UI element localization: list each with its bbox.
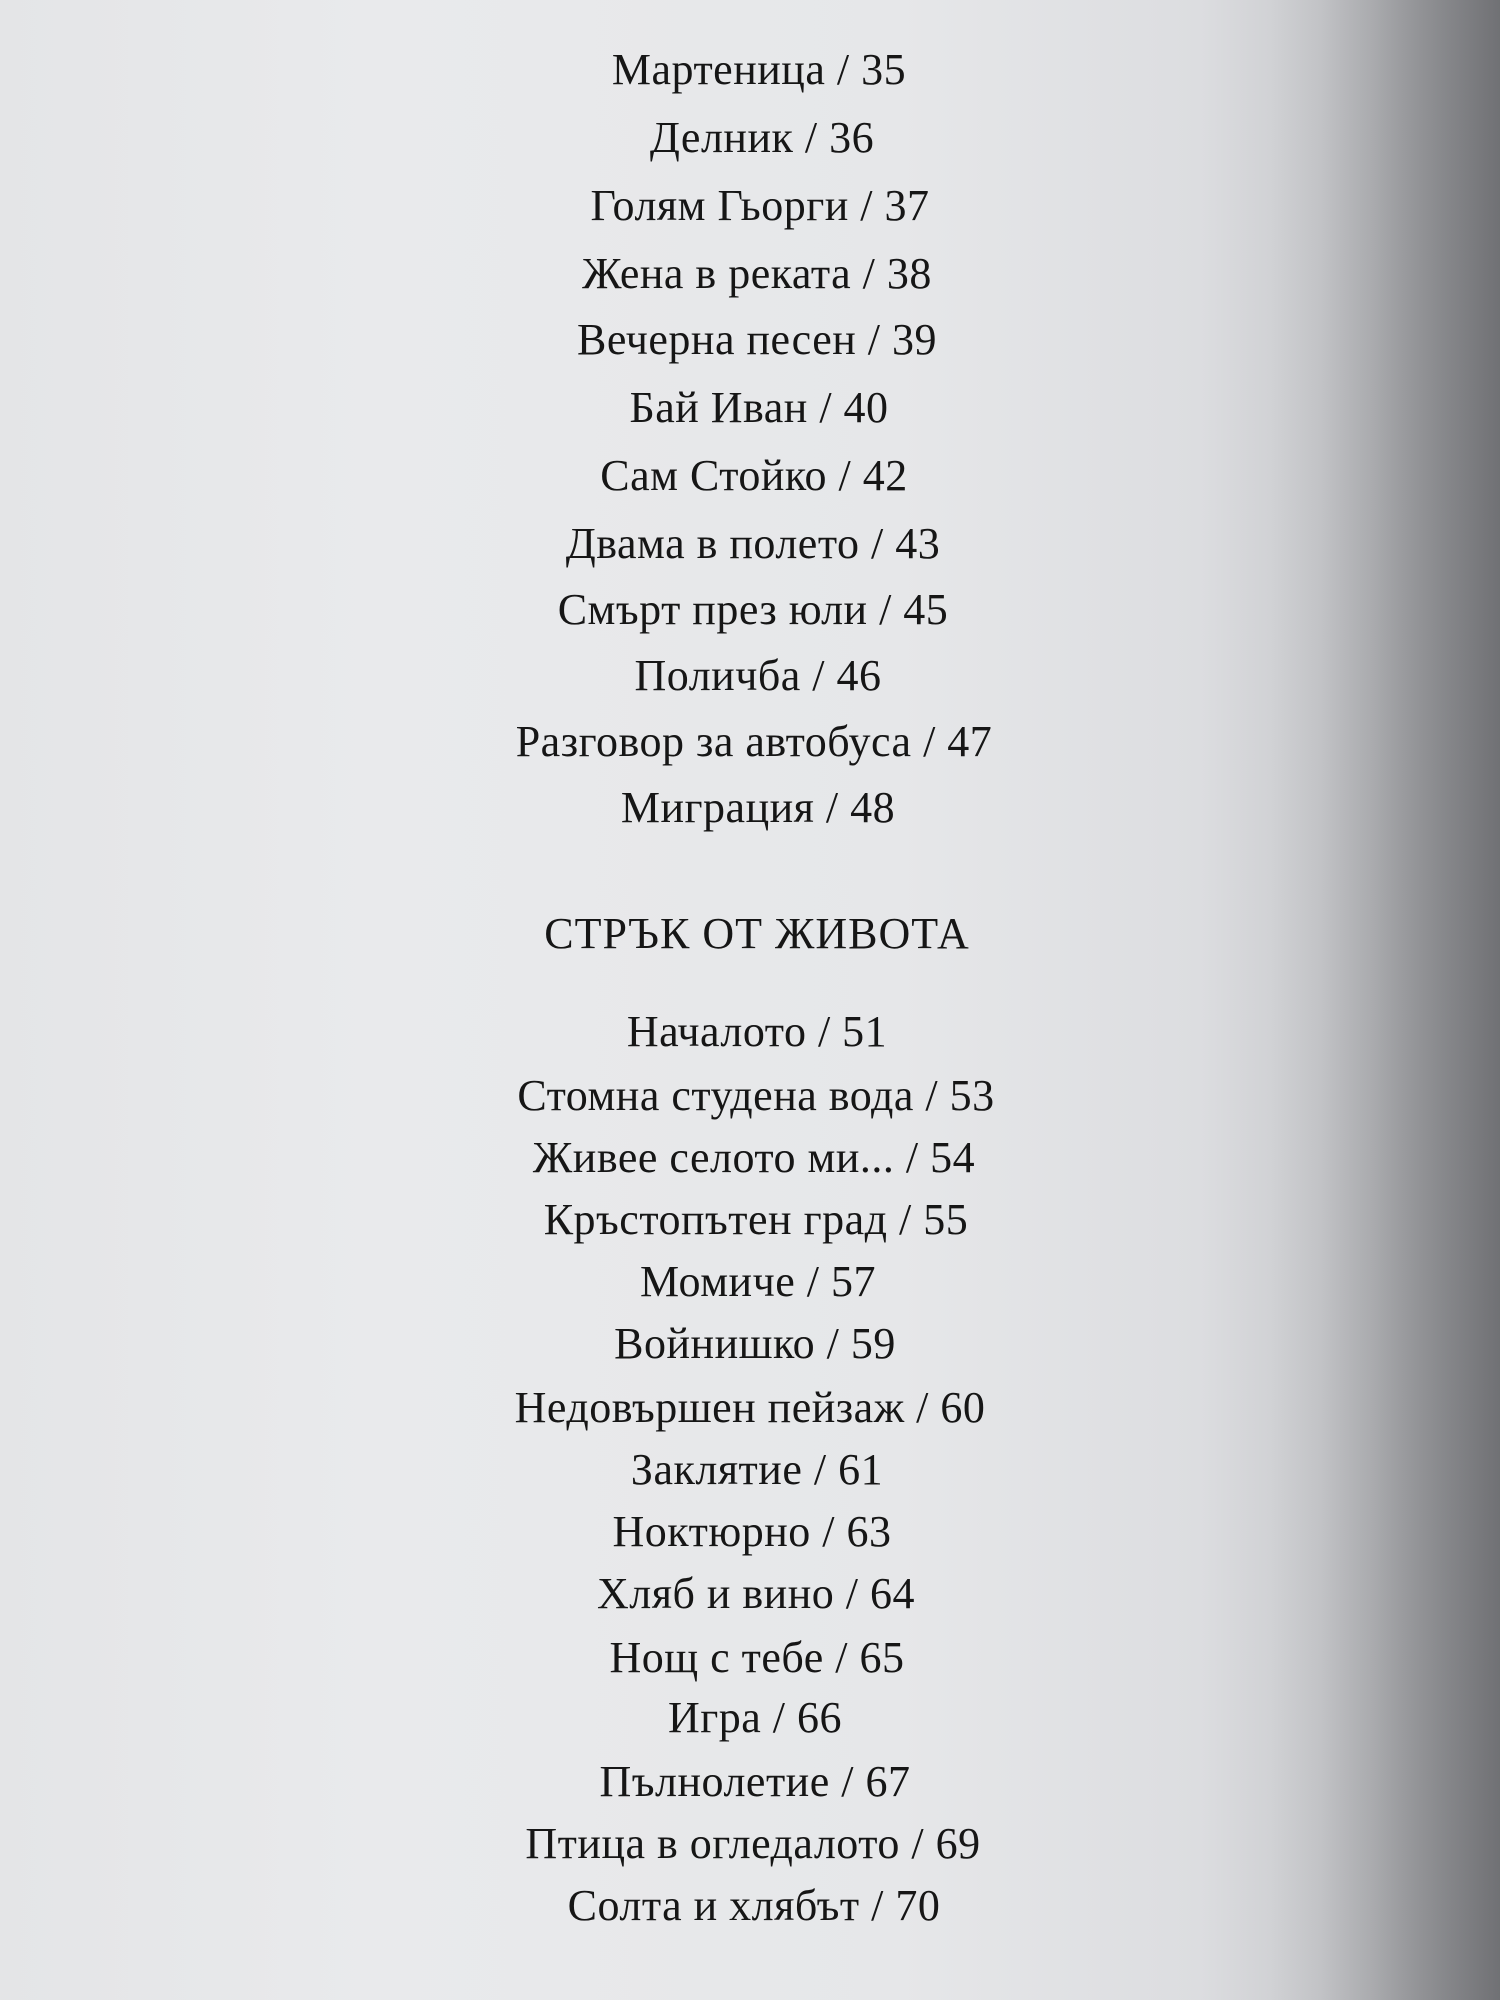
toc-entry-text: Делник / 36 [649, 113, 875, 162]
toc-entry [0, 1318, 1500, 1370]
toc-entry [0, 518, 1500, 570]
toc-entry-text: Пълнолетие / 67 [599, 1757, 911, 1806]
toc-entry [0, 314, 1500, 366]
toc-entry [0, 1506, 1500, 1558]
toc-entry [0, 248, 1500, 300]
toc-entry-text: Жена в реката / 38 [582, 249, 932, 298]
toc-entry [0, 1070, 1500, 1122]
toc-entry [0, 1194, 1500, 1246]
toc-entry [0, 1382, 1500, 1434]
toc-entry [0, 1632, 1500, 1684]
toc-entry [0, 382, 1500, 434]
toc-entry-text: Бай Иван / 40 [629, 383, 889, 432]
toc-entry [0, 782, 1500, 834]
toc-entry [0, 1568, 1500, 1620]
toc-entry [0, 716, 1500, 768]
toc-entry-text: Стомна студена вода / 53 [517, 1071, 995, 1120]
toc-entry-text: Войнишко / 59 [614, 1319, 896, 1368]
section-heading-text: СТРЪК ОТ ЖИВОТА [544, 909, 970, 958]
toc-entry-text: Голям Гьорги / 37 [590, 181, 930, 230]
toc-entry [0, 1756, 1500, 1808]
toc-entry [0, 650, 1500, 702]
toc-entry [0, 1818, 1500, 1870]
toc-entry-text: Ноктюрно / 63 [612, 1507, 892, 1556]
toc-entry [0, 1692, 1500, 1744]
toc-entry [0, 112, 1500, 164]
toc-entry-text: Сам Стойко / 42 [600, 451, 908, 500]
section-heading [0, 908, 1500, 960]
toc-entry-text: Заклятие / 61 [630, 1445, 884, 1494]
toc-entry [0, 1006, 1500, 1058]
toc-entry [0, 1256, 1500, 1308]
toc-entry [0, 1132, 1500, 1184]
toc-entry-text: Нощ с тебе / 65 [609, 1633, 905, 1682]
toc-entry-text: Живее селото ми... / 54 [532, 1133, 976, 1182]
toc-entry-text: Разговор за автобуса / 47 [515, 717, 993, 766]
toc-entry-text: Смърт през юли / 45 [557, 585, 949, 634]
toc-entry [0, 1880, 1500, 1932]
toc-entry-text: Миграция / 48 [620, 783, 896, 832]
toc-entry [0, 1444, 1500, 1496]
toc-entry [0, 450, 1500, 502]
toc-entry-text: Солта и хлябът / 70 [567, 1881, 941, 1930]
toc-entry [0, 44, 1500, 96]
toc-entry-text: Началото / 51 [626, 1007, 888, 1056]
toc-entry [0, 180, 1500, 232]
toc-entry-text: Вечерна песен / 39 [576, 315, 938, 364]
toc-entry-text: Хляб и вино / 64 [597, 1569, 915, 1618]
toc-entry-text: Поличба / 46 [634, 651, 882, 700]
toc-entry-text: Момиче / 57 [640, 1257, 876, 1306]
toc-entry-text: Мартеница / 35 [611, 45, 907, 94]
toc-entry-text: Игра / 66 [667, 1693, 843, 1742]
toc-entry [0, 584, 1500, 636]
toc-entry-text: Птица в огледалото / 69 [525, 1819, 981, 1868]
toc-entry-text: Кръстопътен град / 55 [543, 1195, 969, 1244]
toc-entry-text: Двама в полето / 43 [565, 519, 941, 568]
toc-entry-text: Недовършен пейзаж / 60 [514, 1383, 986, 1432]
